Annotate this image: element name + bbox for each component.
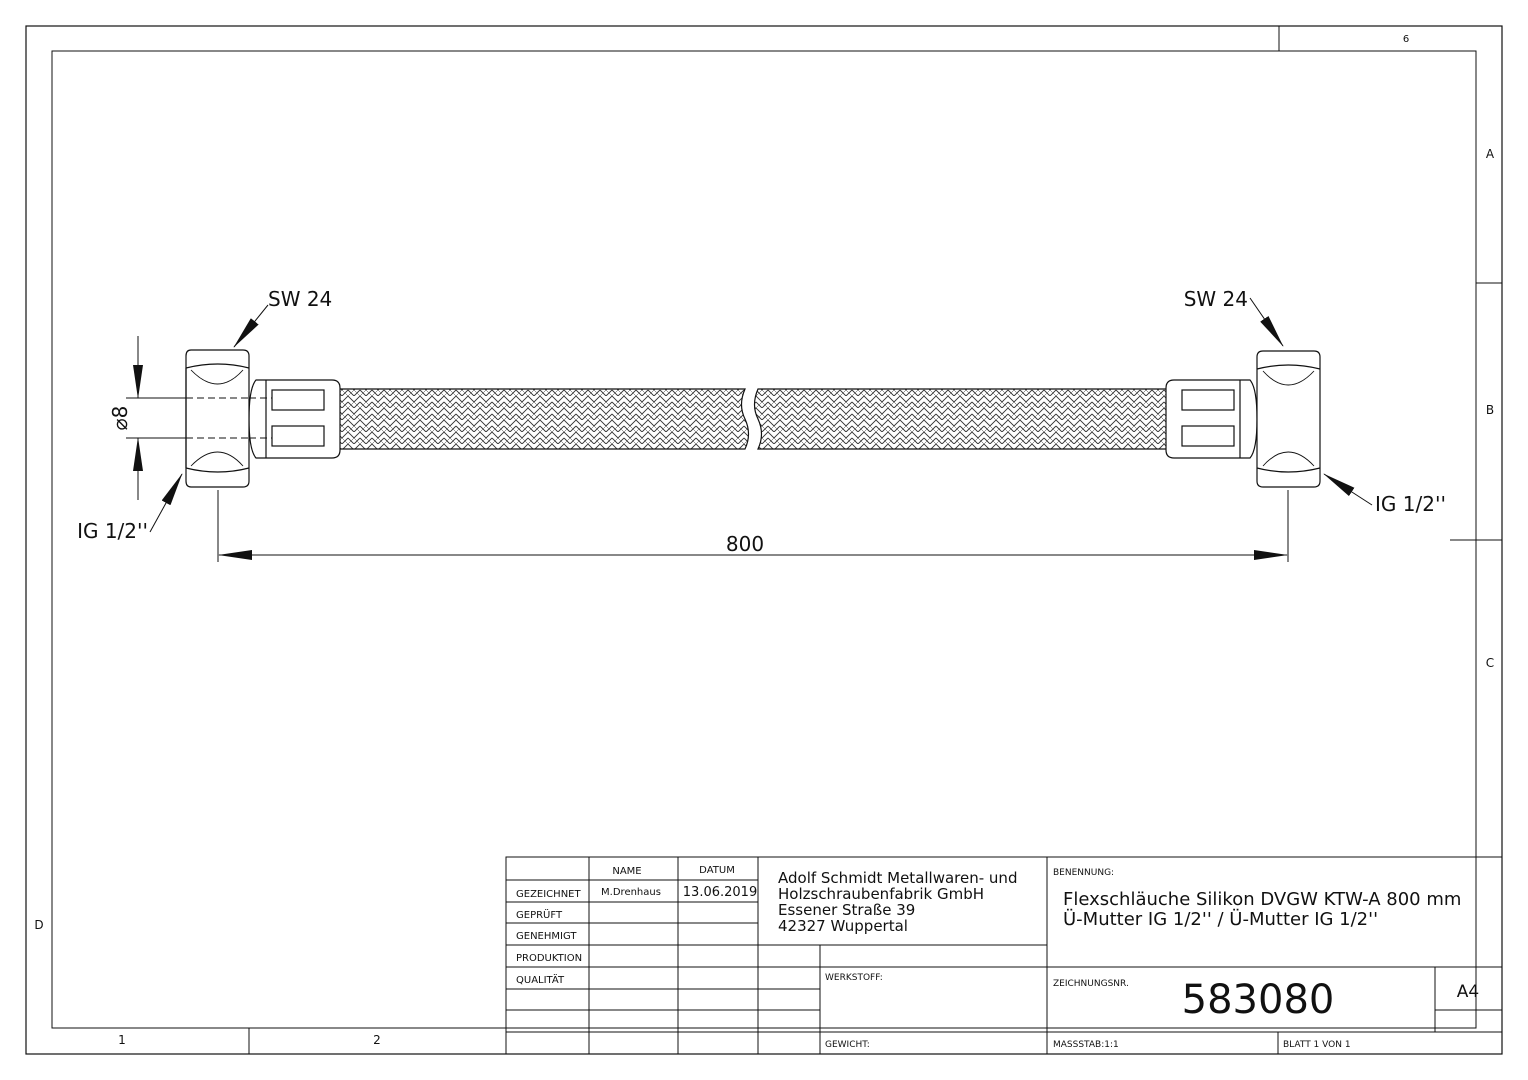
drawing-number: 583080 bbox=[1181, 977, 1335, 1023]
drawn-date: 13.06.2019 bbox=[682, 885, 758, 900]
blatt-label: BLATT 1 VON 1 bbox=[1283, 1040, 1351, 1050]
drawn-by-name: M.Drenhaus bbox=[601, 887, 661, 898]
paper-format: A4 bbox=[1456, 982, 1480, 1002]
callout-ig-right: IG 1/2'' bbox=[1375, 492, 1446, 516]
col-header-name: NAME bbox=[612, 866, 642, 877]
benennung-label: BENENNUNG: bbox=[1053, 868, 1115, 878]
callout-sw-right: SW 24 bbox=[1183, 287, 1248, 311]
werkstoff-label: WERKSTOFF: bbox=[825, 973, 883, 983]
col-header-datum: DATUM bbox=[699, 865, 735, 876]
diameter-dimension bbox=[126, 336, 186, 500]
row-label-gezeichnet: GEZEICHNET bbox=[516, 889, 581, 900]
row-label-produktion: PRODUKTION bbox=[516, 953, 583, 964]
company-line-1: Adolf Schmidt Metallwaren- und bbox=[778, 869, 1018, 887]
diameter-label: ⌀8 bbox=[108, 405, 132, 431]
zeichnungsnr-label: ZEICHNUNGSNR. bbox=[1053, 979, 1129, 989]
row-label-qualitaet: QUALITÄT bbox=[516, 975, 565, 986]
company-line-2: Holzschraubenfabrik GmbH bbox=[778, 885, 985, 903]
zone-label-1: 1 bbox=[118, 1033, 126, 1047]
length-label: 800 bbox=[725, 532, 765, 556]
zone-label-top: 6 bbox=[1402, 34, 1410, 45]
zone-label-b: B bbox=[1485, 403, 1495, 417]
title-line-1: Flexschläuche Silikon DVGW KTW-A 800 mm bbox=[1063, 889, 1462, 910]
zone-label-d: D bbox=[34, 918, 44, 932]
nut-right bbox=[1257, 351, 1320, 487]
row-label-geprueft: GEPRÜFT bbox=[516, 910, 563, 921]
row-label-genehmigt: GENEHMIGT bbox=[516, 931, 577, 942]
company-line-3: Essener Straße 39 bbox=[778, 901, 916, 919]
crimp-sleeve-left bbox=[249, 380, 340, 458]
gewicht-label: GEWICHT: bbox=[825, 1040, 870, 1050]
braided-hose-right bbox=[755, 389, 1169, 449]
zone-label-2: 2 bbox=[373, 1033, 381, 1047]
massstab-label: MASSSTAB:1:1 bbox=[1053, 1040, 1119, 1050]
zone-label-c: C bbox=[1485, 656, 1495, 670]
title-line-2: Ü-Mutter IG 1/2'' / Ü-Mutter IG 1/2'' bbox=[1063, 909, 1379, 930]
callout-sw-left: SW 24 bbox=[268, 287, 333, 311]
callout-ig-left: IG 1/2'' bbox=[77, 519, 148, 543]
braided-hose-left bbox=[338, 389, 749, 449]
zone-label-a: A bbox=[1485, 147, 1495, 161]
hose-assembly bbox=[186, 350, 1320, 487]
company-line-4: 42327 Wuppertal bbox=[778, 917, 908, 935]
crimp-sleeve-right bbox=[1166, 380, 1257, 458]
